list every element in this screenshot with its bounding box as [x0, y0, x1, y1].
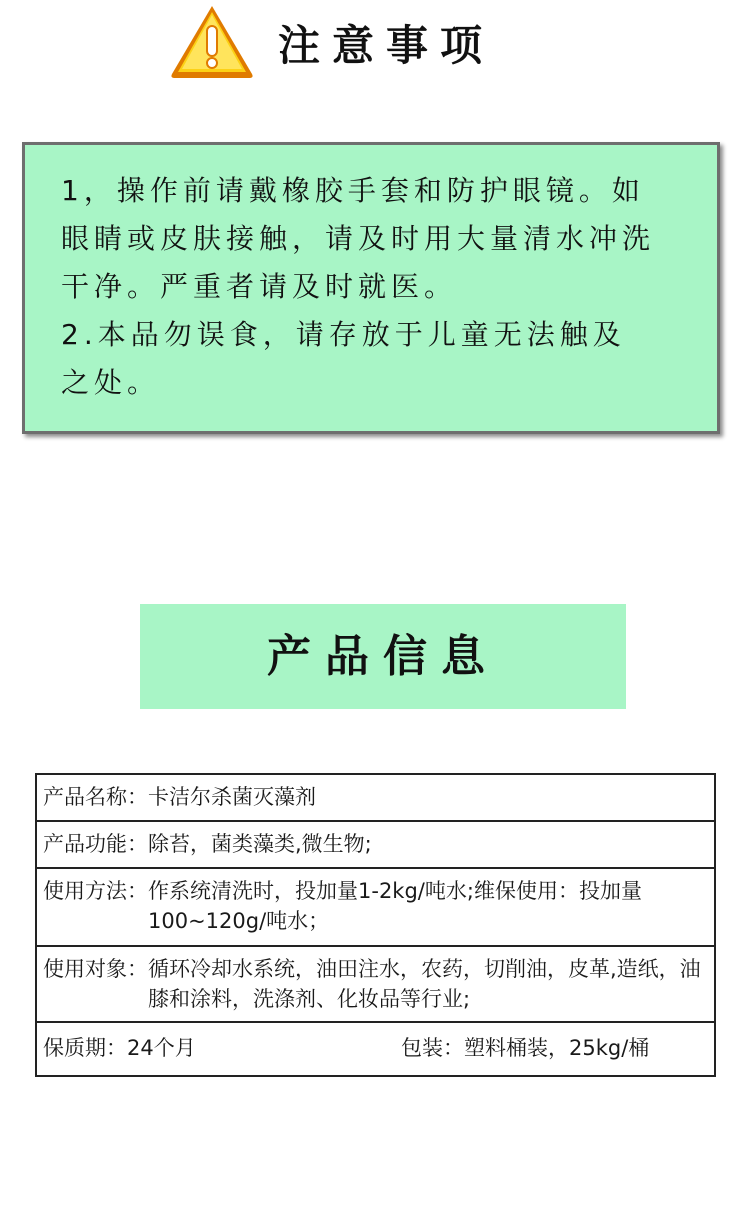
notice-box — [22, 142, 720, 434]
row-value: 卡洁尔杀菌灭藻剂 — [148, 785, 316, 809]
package-value: 塑料桶装，25kg/桶 — [464, 1036, 650, 1060]
notice-text — [61, 167, 711, 407]
notice-line: 1，操作前请戴橡胶手套和防护眼镜。如 — [61, 174, 645, 207]
notice-line: 干净。严重者请及时就医。 — [61, 270, 458, 303]
package-label: 包装： — [401, 1036, 464, 1060]
notice-line: 眼睛或皮肤接触，请及时用大量清水冲洗 — [61, 222, 656, 255]
table-row-usage — [37, 869, 714, 947]
row-label: 使用对象： — [43, 957, 148, 981]
row-label: 产品名称： — [43, 785, 148, 809]
table-row-function — [37, 822, 714, 869]
page-title: 注意事项 — [278, 21, 495, 70]
notice-line: 之处。 — [61, 366, 161, 399]
shelf-life-value: 24个月 — [127, 1036, 196, 1060]
section-title: 产品信息 — [267, 631, 499, 682]
table-row-shelf-package — [37, 1023, 714, 1075]
notice-line: 2.本品勿误食，请存放于儿童无法触及 — [61, 318, 626, 351]
row-label: 产品功能： — [43, 832, 148, 856]
row-value: 除苔，菌类藻类,微生物; — [148, 832, 372, 856]
section-banner — [140, 604, 626, 709]
shelf-life-label: 保质期： — [43, 1036, 127, 1060]
row-label: 使用方法： — [43, 879, 148, 903]
table-row-target — [37, 947, 714, 1023]
warning-icon — [168, 2, 256, 80]
row-value: 作系统清洗时，投加量1-2kg/吨水;维保使用：投加量100~120g/吨水； — [148, 879, 642, 933]
notice-header — [0, 0, 750, 90]
package-info — [401, 1033, 649, 1063]
table-row-name — [37, 775, 714, 822]
product-info-table — [35, 773, 716, 1077]
row-value: 循环冷却水系统，油田注水，农药，切削油，皮革,造纸，油膝和涂料，洗涤剂、化妆品等行业; — [148, 957, 701, 1011]
